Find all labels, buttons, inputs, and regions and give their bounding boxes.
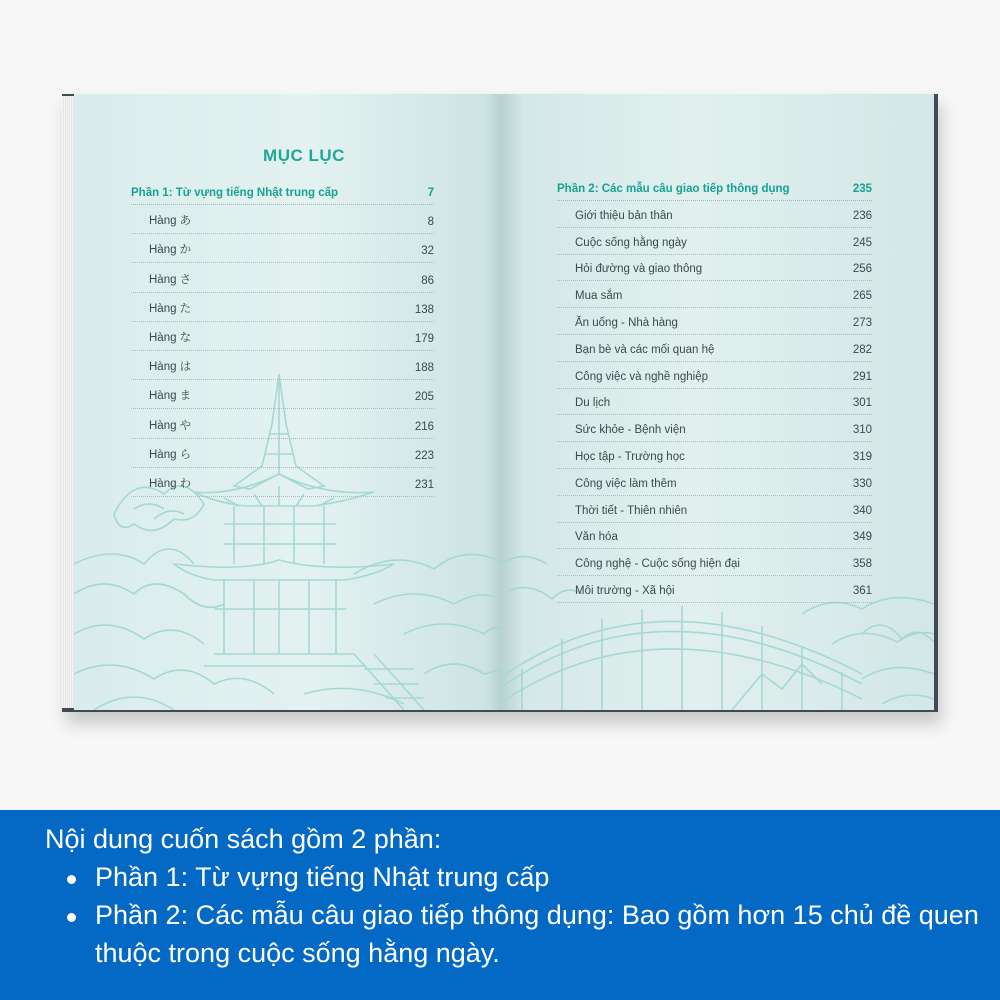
toc-item-part2-row[interactable] [557, 201, 872, 228]
toc-item-part2-label: Du lịch [575, 397, 611, 410]
toc-item-part2-page: 265 [852, 290, 872, 303]
toc-item-part2-page: 291 [852, 370, 872, 383]
toc-item-part1-row[interactable] [131, 322, 434, 351]
toc-item-part2-label: Mua sắm [575, 290, 623, 303]
part1-heading[interactable] [131, 183, 434, 205]
toc-item-part1-page: 138 [414, 303, 434, 316]
toc-item-part1-label: Hàng さ [149, 273, 192, 286]
toc-item-part2-page: 273 [852, 316, 872, 329]
info-panel [0, 810, 1000, 1000]
toc-item-part1-row[interactable] [131, 263, 434, 292]
left-page [74, 94, 502, 710]
toc-item-part2-page: 349 [852, 531, 872, 544]
info-list [45, 858, 1000, 972]
toc-item-part1-label: Hàng は [149, 361, 192, 374]
toc-item-part2-row[interactable] [557, 228, 872, 255]
page-edges [62, 96, 74, 708]
toc-item-part1-label: Hàng ま [149, 390, 192, 403]
toc-item-part1-label: Hàng ら [149, 448, 192, 461]
toc-item-part1-label: Hàng あ [149, 215, 192, 228]
toc-item-part2-label: Công việc làm thêm [575, 477, 677, 490]
toc-item-part1-label: Hàng か [149, 244, 192, 257]
part1-title: Phần 1: Từ vựng tiếng Nhật trung cấp [131, 187, 339, 199]
info-bullet-part2: Phần 2: Các mẫu câu giao tiếp thông dụng: Bao gồm hơn 15 chủ đề quen thuộc trong cuộc sống hằng ngày. [45, 896, 1000, 972]
toc-item-part1-page: 188 [414, 362, 434, 375]
toc-item-part2-row[interactable] [557, 281, 872, 308]
toc-item-part1-label: Hàng た [149, 302, 192, 315]
toc-item-part2-row[interactable] [557, 442, 872, 469]
toc-item-part2-label: Cuộc sống hằng ngày [575, 236, 687, 249]
toc-item-part2-row[interactable] [557, 335, 872, 362]
part1-page: 7 [427, 187, 434, 199]
toc-item-part1-row[interactable] [131, 468, 434, 497]
toc-item-part2-row[interactable] [557, 389, 872, 416]
toc-item-part1-row[interactable] [131, 380, 434, 409]
toc-item-part1-label: Hàng や [149, 419, 192, 432]
toc-item-part1-page: 8 [427, 216, 434, 229]
part2-heading[interactable] [557, 179, 872, 201]
toc-item-part1-page: 179 [414, 332, 434, 345]
toc-item-part2-page: 310 [852, 424, 872, 437]
toc-item-part2-label: Hỏi đường và giao thông [575, 263, 703, 276]
toc-item-part2-page: 319 [852, 450, 872, 463]
toc-item-part2-row[interactable] [557, 496, 872, 523]
toc-item-part2-row[interactable] [557, 255, 872, 282]
part2-page: 235 [852, 183, 872, 195]
toc-item-part2-page: 256 [852, 263, 872, 276]
toc-item-part1-page: 231 [414, 478, 434, 491]
toc-item-part2-label: Môi trường - Xã hội [575, 584, 675, 597]
toc-item-part2-label: Công việc và nghề nghiệp [575, 370, 708, 383]
toc-item-part2-page: 236 [852, 209, 872, 222]
toc-item-part1-row[interactable] [131, 409, 434, 438]
info-bullet-part1: Phần 1: Từ vựng tiếng Nhật trung cấp [45, 858, 1000, 896]
toc-item-part1-row[interactable] [131, 351, 434, 380]
toc-item-part1-page: 86 [421, 274, 434, 287]
toc-part1 [131, 183, 434, 497]
toc-item-part2-label: Bạn bè và các mối quan hệ [575, 343, 715, 356]
toc-item-part2-page: 330 [852, 477, 872, 490]
toc-item-part1-row[interactable] [131, 293, 434, 322]
toc-item-part2-page: 282 [852, 343, 872, 356]
right-page [502, 94, 934, 710]
toc-item-part2-label: Ăn uống - Nhà hàng [575, 316, 678, 329]
toc-item-part1-page: 32 [421, 245, 434, 258]
toc-item-part2-page: 361 [852, 584, 872, 597]
part2-title: Phần 2: Các mẫu câu giao tiếp thông dụng [557, 183, 790, 195]
toc-item-part2-row[interactable] [557, 362, 872, 389]
toc-item-part1-page: 223 [414, 449, 434, 462]
toc-item-part2-row[interactable] [557, 415, 872, 442]
toc-item-part1-page: 205 [414, 391, 434, 404]
toc-item-part2-row[interactable] [557, 308, 872, 335]
toc-item-part2-label: Văn hóa [575, 531, 618, 544]
toc-item-part2-label: Giới thiệu bản thân [575, 209, 673, 222]
toc-part2 [557, 179, 872, 603]
toc-item-part2-label: Học tập - Trường học [575, 450, 685, 463]
toc-item-part2-page: 340 [852, 504, 872, 517]
toc-item-part1-label: Hàng な [149, 331, 192, 344]
toc-item-part2-label: Sức khỏe - Bệnh viện [575, 424, 686, 437]
info-intro: Nội dung cuốn sách gồm 2 phần: [45, 824, 442, 854]
toc-item-part2-page: 245 [852, 236, 872, 249]
toc-item-part2-row[interactable] [557, 576, 872, 603]
toc-item-part1-row[interactable] [131, 439, 434, 468]
toc-item-part2-page: 358 [852, 558, 872, 571]
toc-item-part1-row[interactable] [131, 234, 434, 263]
toc-item-part2-row[interactable] [557, 469, 872, 496]
toc-item-part2-label: Công nghệ - Cuộc sống hiện đại [575, 558, 740, 571]
toc-item-part2-row[interactable] [557, 549, 872, 576]
toc-item-part2-label: Thời tiết - Thiên nhiên [575, 504, 688, 517]
open-book [62, 94, 938, 714]
toc-item-part2-page: 301 [852, 397, 872, 410]
toc-item-part2-row[interactable] [557, 523, 872, 550]
toc-item-part1-label: Hàng わ [149, 477, 192, 490]
toc-item-part1-row[interactable] [131, 205, 434, 234]
toc-item-part1-page: 216 [414, 420, 434, 433]
toc-title: MỤC LỤC [263, 146, 345, 165]
